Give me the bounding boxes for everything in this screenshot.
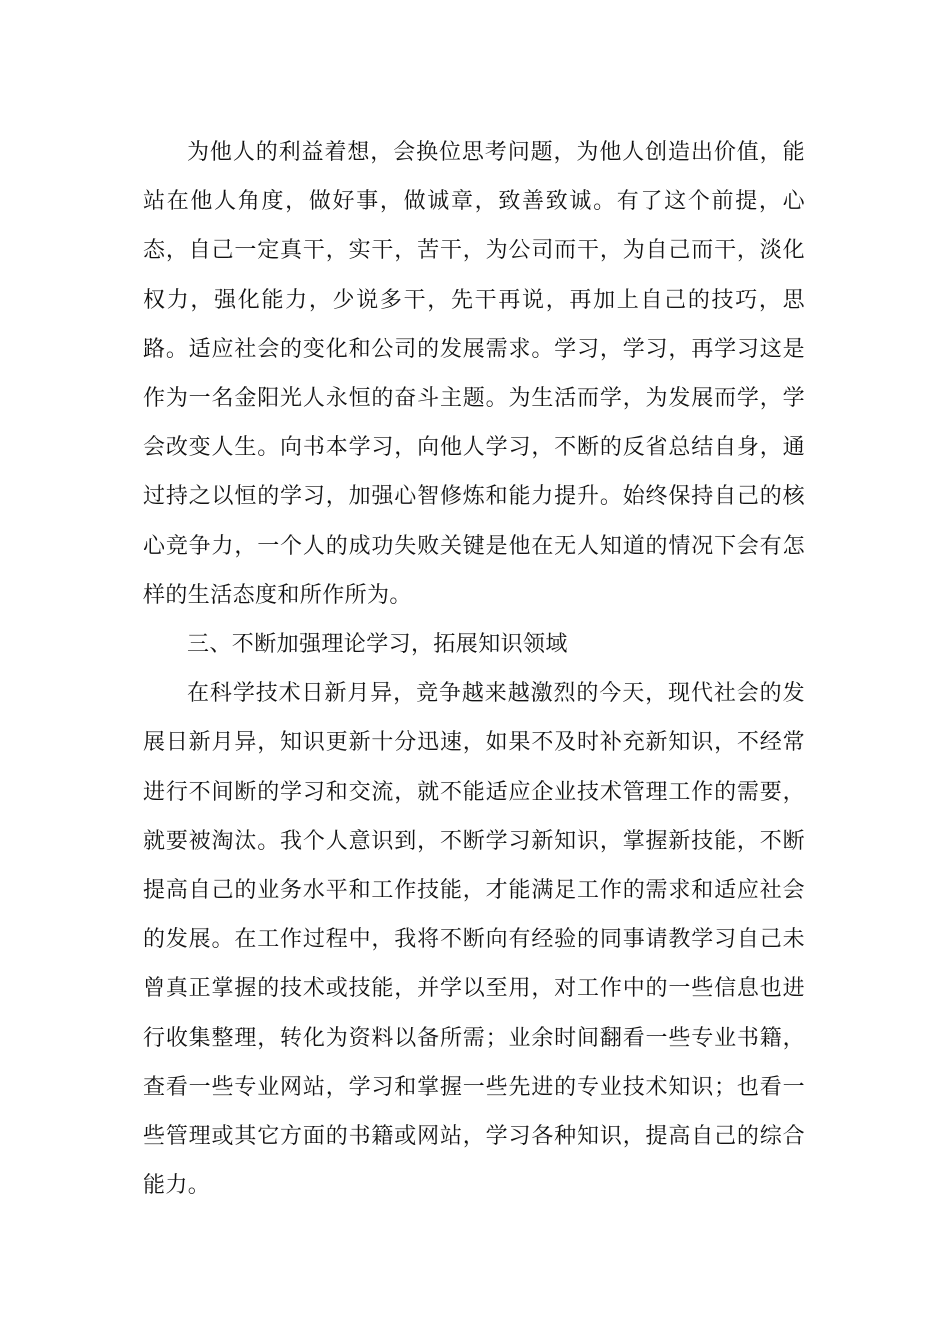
section-heading: 三、不断加强理论学习，拓展知识领域 xyxy=(187,632,568,658)
document-page xyxy=(143,128,805,1210)
paragraph-1: 为他人的利益着想，会换位思考问题，为他人创造出价值，能站在他人角度，做好事，做诚章，致善致诚。有了这个前提，心态，自己一定真干，实干，苦干，为公司而干，为自己而干，淡化权力，强化能力，少说多干，先干再说，再加上自己的技巧，思路。适应社会的变化和公司的发展需求。学习，学习，再学习这是作为一名金阳光人永恒的奋斗主题。为生活而学，为发展而学，学会改变人生。向书本学习，向他人学习，不断的反省总结自身，通过持之以恒的学习，加强心智修炼和能力提升。始终保持自己的核心竞争力，一个人的成功失败关键是他在无人知道的情况下会有怎样的生活态度和所作所为。 xyxy=(143,140,805,608)
paragraph-2: 在科学技术日新月异，竞争越来越激烈的今天，现代社会的发展日新月异，知识更新十分迅速，如果不及时补充新知识，不经常进行不间断的学习和交流，就不能适应企业技术管理工作的需要，就要被淘汰。我个人意识到，不断学习新知识，掌握新技能，不断提高自己的业务水平和工作技能，才能满足工作的需求和适应社会的发展。在工作过程中，我将不断向有经验的同事请教学习自己未曾真正掌握的技术或技能，并学以至用，对工作中的一些信息也进行收集整理，转化为资料以备所需；业余时间翻看一些专业书籍，查看一些专业网站，学习和掌握一些先进的专业技术知识；也看一些管理或其它方面的书籍或网站，学习各种知识，提高自己的综合能力。 xyxy=(143,681,805,1199)
